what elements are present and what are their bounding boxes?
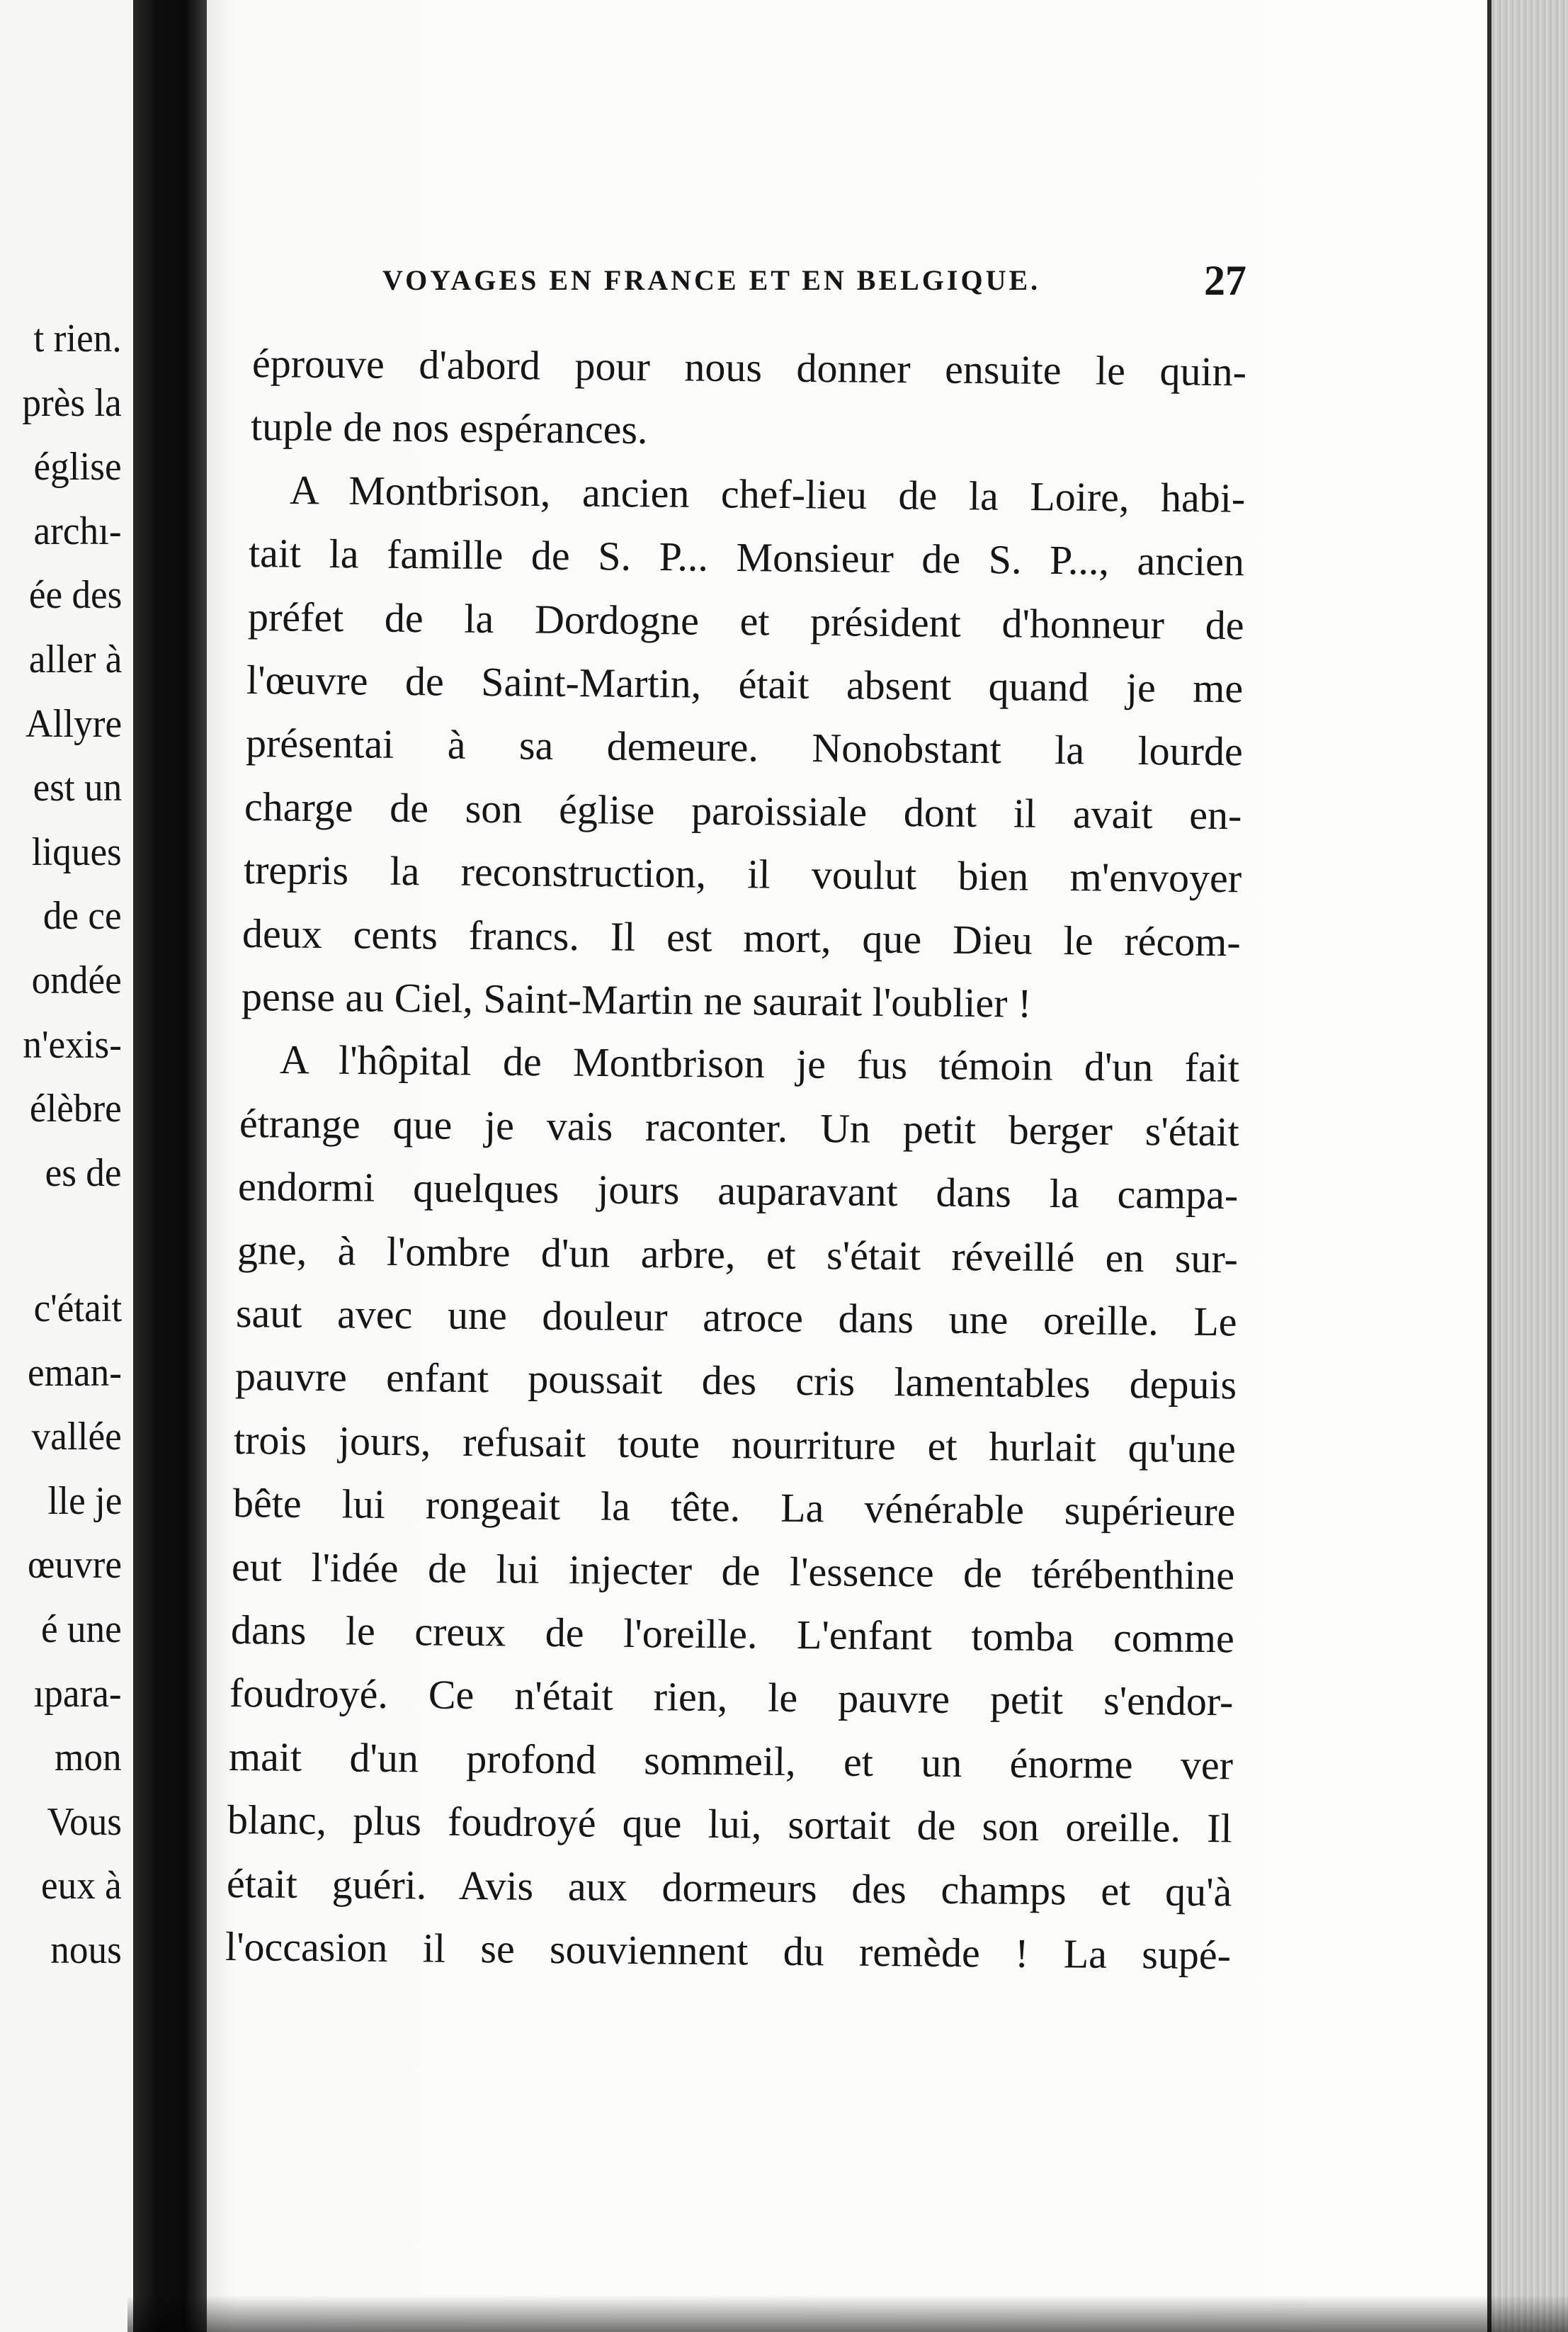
- text-line: préfet de la Dordogne et président d'honneur de: [247, 593, 1244, 648]
- text-line: l'occasion il se souviennent du remède ! La supé-: [225, 1923, 1232, 1979]
- text-line: trois jours, refusait toute nourriture et hurlait qu'une: [233, 1416, 1237, 1472]
- text-line: deux cents francs. Il est mort, que Dieu le récom-: [242, 910, 1242, 965]
- left-page-line-fragment: vallée: [31, 1415, 122, 1459]
- left-page-line-fragment: de ce: [43, 894, 122, 939]
- left-page-line-fragment: archı-: [33, 509, 122, 553]
- left-page-line-fragment: œuvre: [28, 1543, 122, 1587]
- left-page-line-fragment: é une: [41, 1607, 122, 1651]
- left-page-line-fragment: élèbre: [30, 1087, 122, 1131]
- running-head: VOYAGES EN FRANCE ET EN BELGIQUE.: [382, 264, 1041, 296]
- left-page-line-fragment: aller à: [28, 638, 122, 681]
- text-line: dans le creux de l'oreille. L'enfant tomba comme: [230, 1607, 1234, 1662]
- text-line: étrange que je vais raconter. Un petit berger s'était: [239, 1099, 1239, 1155]
- book-gutter-shadow: [133, 0, 207, 2332]
- text-line: bête lui rongeait la tête. La vénérable supérieure: [232, 1480, 1236, 1535]
- left-page-line-fragment: près la: [22, 380, 122, 425]
- left-page-line-fragment: église: [33, 445, 122, 489]
- left-page-line-fragment: nous: [50, 1928, 122, 1972]
- bottom-edge-shadow: [127, 2295, 1568, 2332]
- left-page-line-fragment: c'était: [33, 1286, 122, 1330]
- text-line: pense au Ciel, Saint-Martin ne saurait l'oublier !: [241, 973, 1032, 1026]
- text-line: foudroyé. Ce n'était rien, le pauvre petit s'endor-: [229, 1670, 1234, 1725]
- text-line: saut avec une douleur atroce dans une oreille. Le: [235, 1290, 1238, 1345]
- text-line: eut l'idée de lui injecter de l'essence de térébenthine: [231, 1543, 1235, 1598]
- text-line: tait la famille de S. P... Monsieur de S. P..., ancien: [249, 530, 1245, 585]
- left-page-line-fragment: mon: [55, 1736, 122, 1780]
- page-stack-edge: [1487, 0, 1568, 2332]
- left-page-line-fragment: est un: [33, 766, 122, 810]
- left-page-line-fragment: ondée: [31, 958, 122, 1002]
- left-page-line-fragment: Allyre: [25, 701, 122, 746]
- text-line: charge de son église paroissiale dont il avait en-: [244, 783, 1243, 839]
- text-line: mait d'un profond sommeil, et un énorme ver: [228, 1733, 1233, 1789]
- left-page-line-fragment: es de: [45, 1150, 122, 1195]
- text-line: éprouve d'abord pour nous donner ensuite le quin-: [251, 340, 1247, 395]
- left-page-line-fragment: eman-: [28, 1350, 122, 1395]
- text-line: présentai à sa demeure. Nonobstant la lourde: [245, 720, 1243, 775]
- text-line: trepris la reconstruction, il voulut bien m'envoyer: [243, 847, 1242, 902]
- page-number: 27: [1204, 257, 1246, 304]
- left-page-line-fragment: Vous: [47, 1799, 122, 1844]
- text-line: A l'hôpital de Montbrison je fus témoin d'un fait: [279, 1036, 1240, 1092]
- left-page-line-fragment: liques: [31, 830, 122, 874]
- text-line: A Montbrison, ancien chef-lieu de la Loire, habi-: [289, 466, 1246, 521]
- text-line: tuple de nos espérances.: [251, 403, 649, 453]
- text-line: blanc, plus foudroyé que lui, sortait de son oreille. Il: [227, 1796, 1232, 1852]
- text-line: gne, à l'ombre d'un arbre, et s'était réveillé en sur-: [237, 1226, 1238, 1281]
- left-page-line-fragment: t rien.: [33, 317, 122, 361]
- text-line: l'œuvre de Saint-Martin, était absent quand je me: [246, 657, 1244, 712]
- left-page-line-fragment: eux à: [41, 1864, 122, 1908]
- left-page-line-fragment: ıpara-: [33, 1671, 122, 1716]
- left-page-line-fragment: lle je: [47, 1478, 122, 1523]
- left-page-line-fragment: ée des: [28, 573, 122, 618]
- left-page-line-fragment: n'exis-: [23, 1022, 122, 1067]
- text-line: endormi quelques jours auparavant dans la campa-: [237, 1163, 1239, 1218]
- text-line: pauvre enfant poussait des cris lamentables depuis: [234, 1353, 1237, 1408]
- text-line: était guéri. Avis aux dormeurs des champs et qu'à: [226, 1860, 1232, 1915]
